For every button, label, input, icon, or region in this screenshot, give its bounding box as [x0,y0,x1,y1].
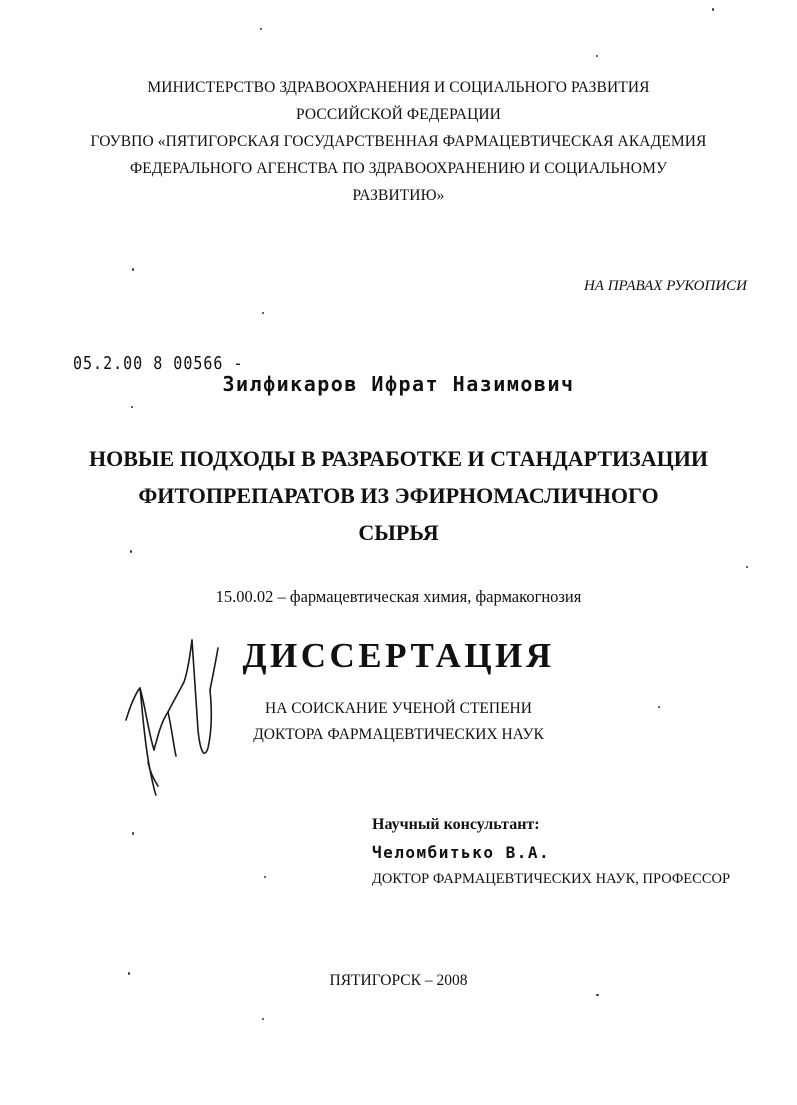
author-name: Зилфикаров Ифрат Назимович [222,372,575,396]
scan-speck [128,972,130,975]
archive-stamp-code: 05.2.00 8 00566 - [73,352,244,374]
degree-line-1: НА СОИСКАНИЕ УЧЕНОЙ СТЕПЕНИ [265,700,532,717]
title-line-3: СЫРЬЯ [358,520,439,545]
scientific-consultant [372,816,730,888]
scan-speck [262,1018,264,1020]
title-line-1: НОВЫЕ ПОДХОДЫ В РАЗРАБОТКЕ И СТАНДАРТИЗАЦИИ [89,446,708,471]
consultant-label: Научный консультант: [372,816,540,833]
scan-speck [658,706,660,708]
scan-speck [712,8,714,11]
header-line-4: ФЕДЕРАЛЬНОГО АГЕНСТВА ПО ЗДРАВООХРАНЕНИЮ И СОЦИАЛЬНОМУ [129,160,668,177]
header-line-5: РАЗВИТИЮ» [352,187,445,204]
scan-speck [130,550,132,553]
scan-speck [260,28,262,30]
scan-speck [131,406,133,408]
ministry-header [0,74,797,209]
scan-speck [596,55,598,57]
header-line-1: МИНИСТЕРСТВО ЗДРАВООХРАНЕНИЯ И СОЦИАЛЬНОГО РАЗВИТИЯ [147,79,650,96]
manuscript-rights-note: НА ПРАВАХ РУКОПИСИ [583,278,747,294]
consultant-academic-title: ДОКТОР ФАРМАЦЕВТИЧЕСКИХ НАУК, ПРОФЕССОР [372,871,731,887]
scan-speck [264,876,266,878]
degree-line-2: ДОКТОРА ФАРМАЦЕВТИЧЕСКИХ НАУК [253,726,544,743]
scan-speck [132,268,134,271]
consultant-name: Челомбитько В.А. [372,843,551,862]
header-line-3: ГОУВПО «ПЯТИГОРСКАЯ ГОСУДАРСТВЕННАЯ ФАРМАЦЕВТИЧЕСКАЯ АКАДЕМИЯ [90,133,707,150]
scan-speck [746,566,748,568]
scan-speck [596,994,599,996]
document-type-heading: ДИССЕРТАЦИЯ [242,636,555,675]
scan-speck [262,312,264,314]
handwritten-signature [118,630,228,800]
city-year-footer: ПЯТИГОРСК – 2008 [329,972,468,989]
dissertation-title [0,440,797,551]
title-line-2: ФИТОПРЕПАРАТОВ ИЗ ЭФИРНОМАСЛИЧНОГО [138,483,659,508]
scan-speck [132,832,134,835]
header-line-2: РОССИЙСКОЙ ФЕДЕРАЦИИ [296,106,501,123]
specialty-code: 15.00.02 – фармацевтическая химия, фармакогнозия [215,587,582,606]
